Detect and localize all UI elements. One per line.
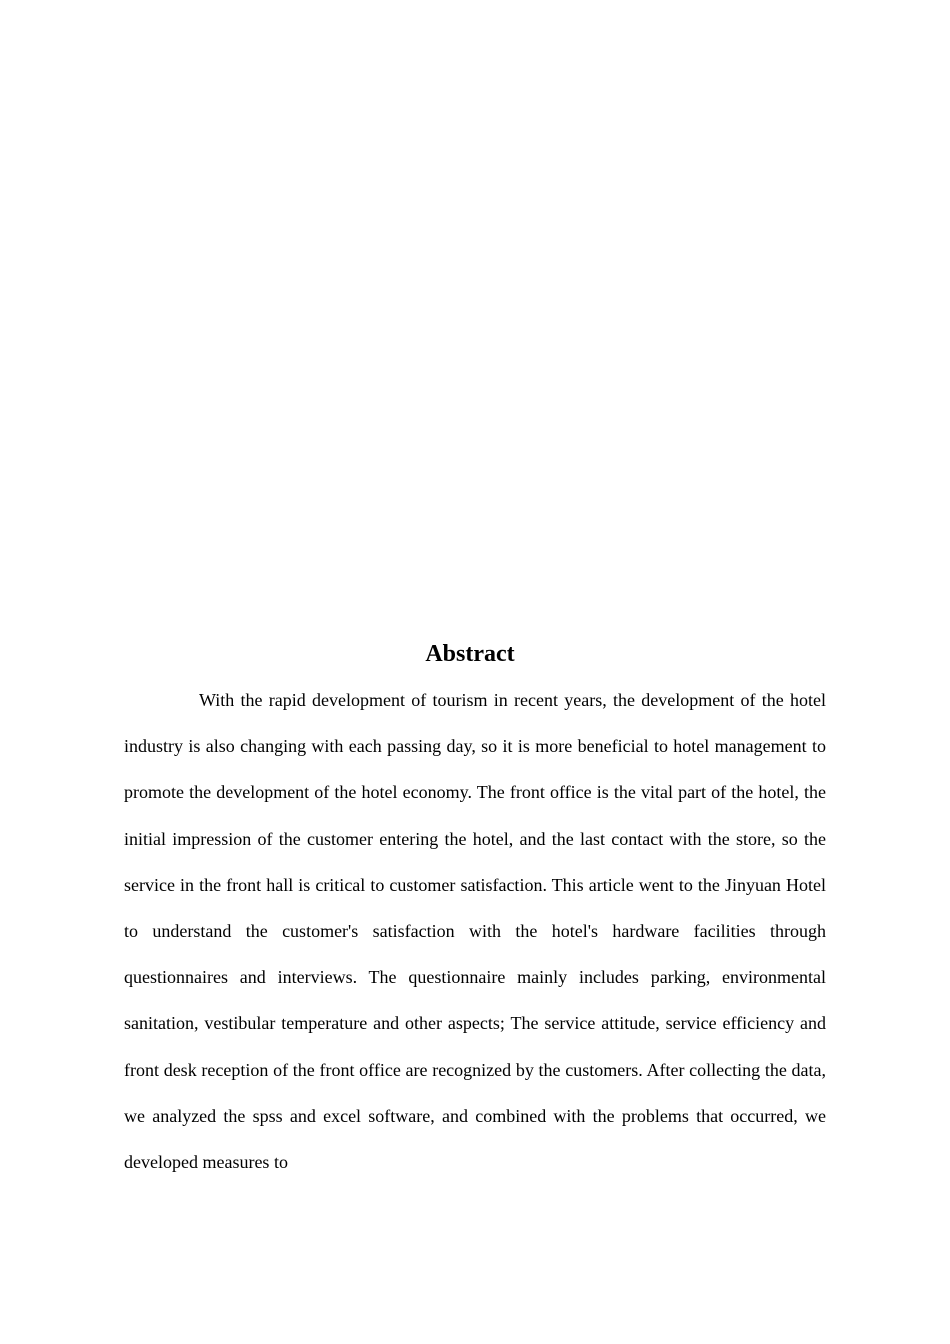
abstract-heading: Abstract bbox=[425, 641, 515, 667]
abstract-paragraph: With the rapid development of tourism in recent years, the development of the hotel industry is also changing with each passing day, so it is more beneficial to hotel management to promote the development of the hotel economy. The front office is the vital part of the hotel, the initial impression of the customer entering the hotel, and the last contact with the store, so the service in the front hall is critical to customer satisfaction. This article went to the Jinyuan Hotel to understand the customer's satisfaction with the hotel's hardware facilities through questionnaires and interviews. The questionnaire mainly includes parking, environmental sanitation, vestibular temperature and other aspects; The service attitude, service efficiency and front desk reception of the front office are recognized by the customers. After collecting the data, we analyzed the spss and excel software, and combined with the problems that occurred, we developed measures to bbox=[124, 690, 826, 1173]
